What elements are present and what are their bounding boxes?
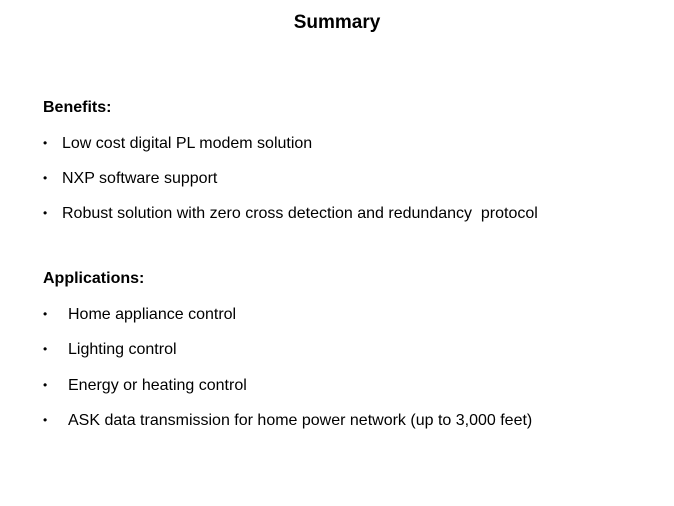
bullet-icon: • [43, 342, 48, 356]
bullet-text: ASK data transmission for home power network (up to 3,000 feet) [68, 412, 533, 429]
bullet-icon: • [43, 413, 48, 427]
bullet-text: Home appliance control [68, 306, 237, 323]
list-item [43, 304, 236, 325]
bullet-text: Robust solution with zero cross detection and redundancy protocol [62, 205, 538, 222]
bullet-text: Energy or heating control [68, 377, 247, 394]
bullet-icon: • [43, 171, 48, 185]
list-item [43, 168, 217, 189]
list-item [43, 133, 312, 154]
list-item [43, 410, 532, 431]
bullet-icon: • [43, 206, 48, 220]
list-item [43, 203, 538, 224]
slide-title: Summary [293, 12, 381, 33]
list-item [43, 375, 247, 396]
benefits-heading: Benefits: [43, 99, 112, 116]
bullet-icon: • [43, 378, 48, 392]
applications-heading: Applications: [43, 270, 145, 287]
bullet-text: Lighting control [68, 341, 177, 358]
bullet-text: NXP software support [62, 170, 218, 187]
bullet-icon: • [43, 136, 48, 150]
list-item [43, 339, 177, 360]
bullet-text: Low cost digital PL modem solution [62, 135, 313, 152]
bullet-icon: • [43, 307, 48, 321]
